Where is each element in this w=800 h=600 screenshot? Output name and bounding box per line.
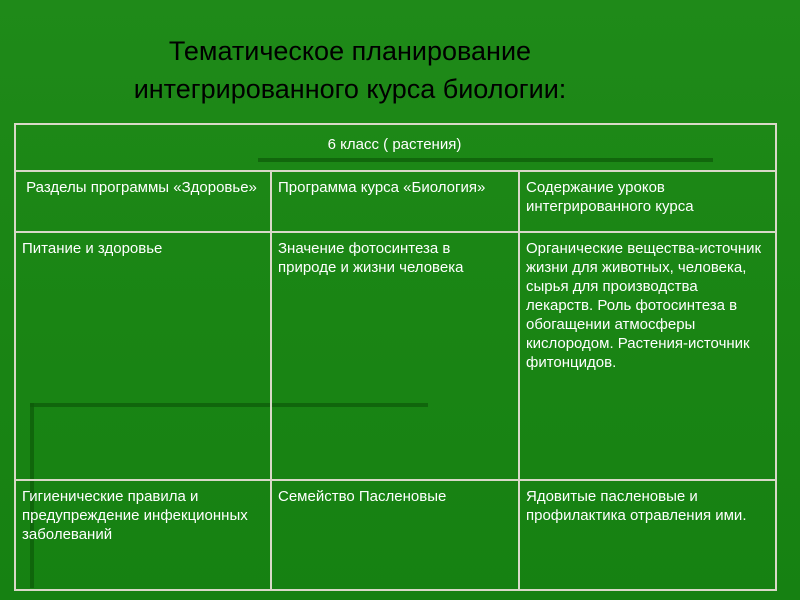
cell-section: Гигиенические правила и предупреждение инфекционных заболеваний	[15, 480, 271, 590]
cell-content: Ядовитые пасленовые и профилактика отравления ими.	[519, 480, 776, 590]
table-row	[15, 232, 776, 480]
title-line-1: Тематическое планирование	[168, 36, 532, 66]
cell-content: Органические вещества-источник жизни для животных, человека, сырья для производства лекарств. Роль фотосинтеза в обогащении атмосферы кислородом. Растения-источник фитонцидов.	[519, 232, 776, 480]
column-headers-row	[15, 171, 776, 232]
cell-program: Значение фотосинтеза в природе и жизни человека	[271, 232, 519, 480]
column-header-program: Программа курса «Биология»	[271, 171, 519, 232]
column-header-content: Содержание уроков интегрированного курса	[519, 171, 776, 232]
table-row	[15, 480, 776, 590]
plan-table	[14, 123, 777, 591]
column-header-sections: Разделы программы «Здоровье»	[15, 171, 271, 232]
title-line-2: интегрированного курса биологии:	[133, 74, 567, 104]
cell-program: Семейство Пасленовые	[271, 480, 519, 590]
table-header-cell: 6 класс ( растения)	[15, 124, 776, 171]
table-header-row	[15, 124, 776, 171]
cell-section: Питание и здоровье	[15, 232, 271, 480]
page-title	[0, 32, 700, 108]
